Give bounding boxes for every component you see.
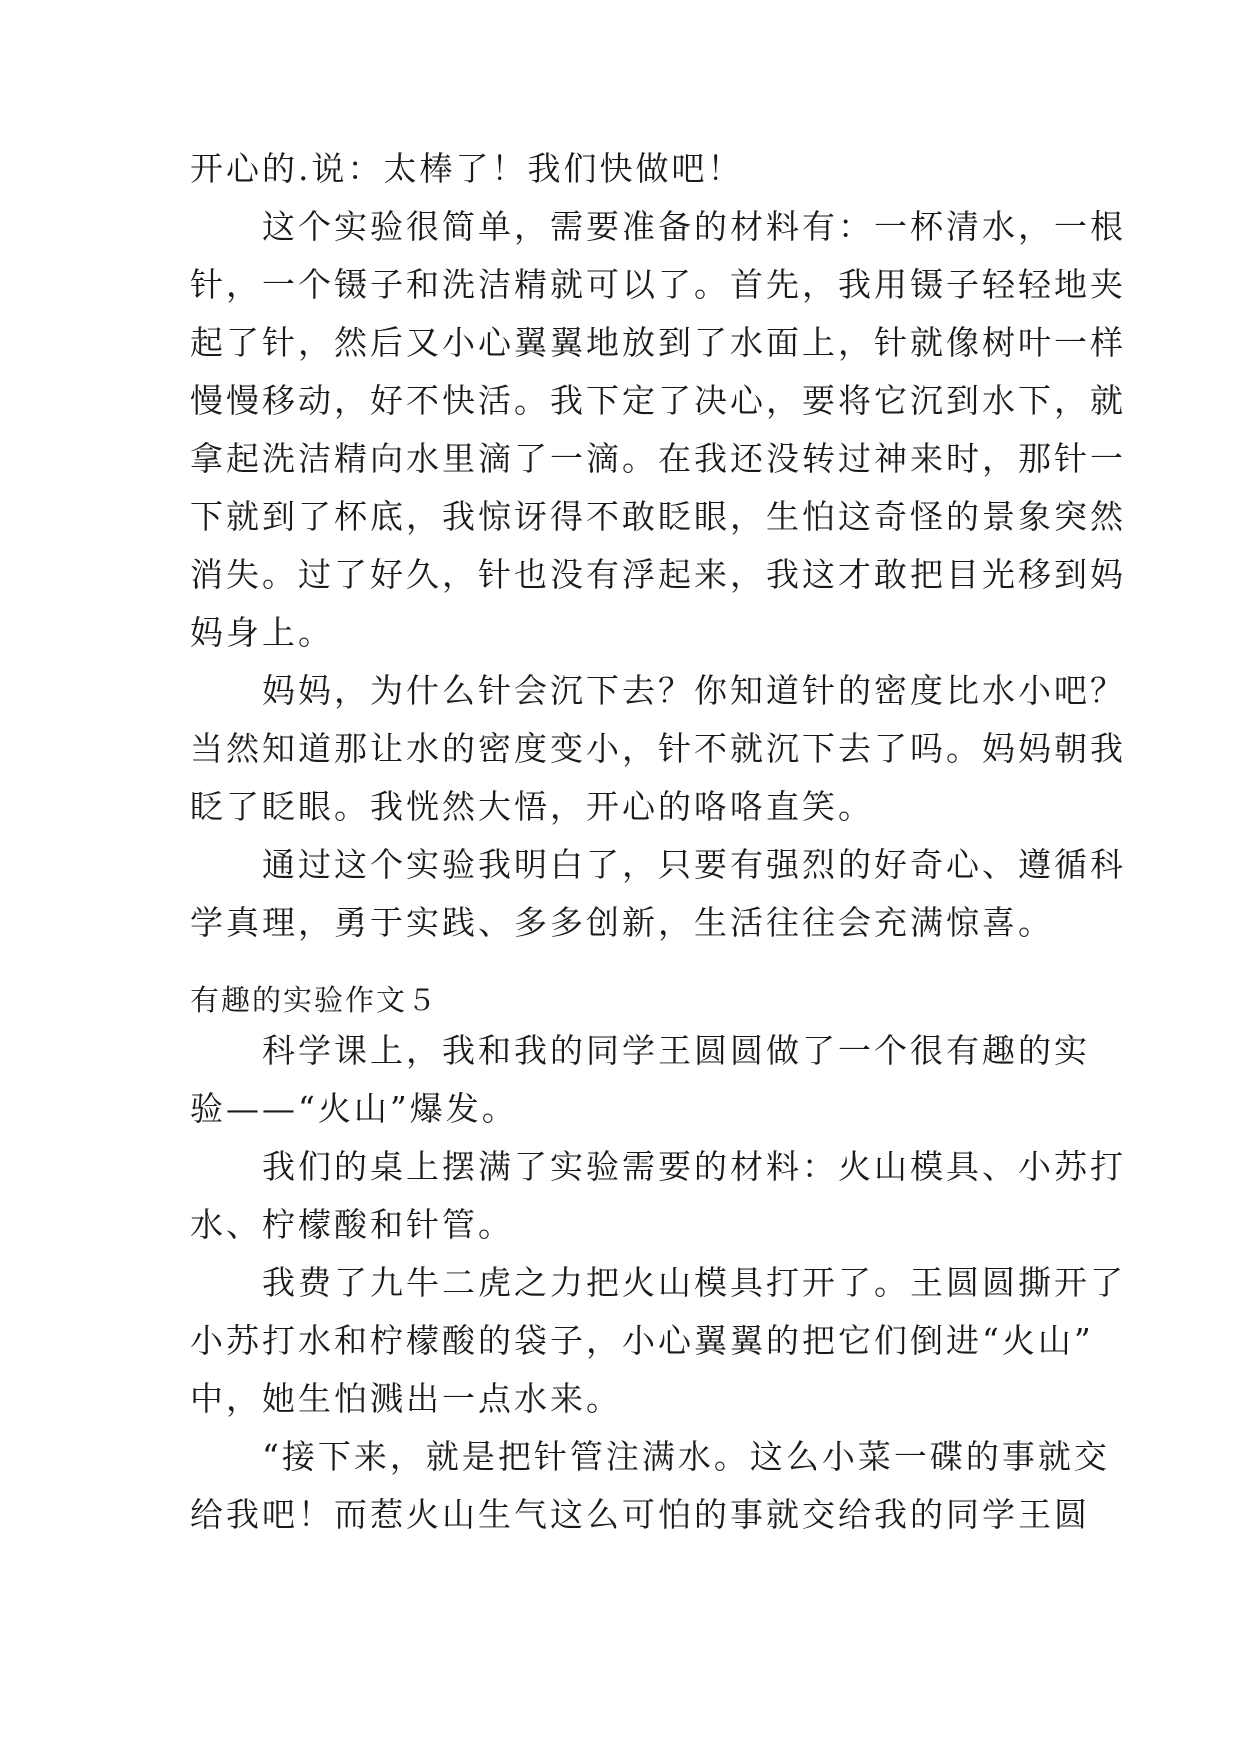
text-line: 验——“火山”爆发。 xyxy=(190,1089,518,1128)
body-text-section-1 xyxy=(190,140,1126,952)
text-line: 水、柠檬酸和针管。 xyxy=(190,1205,514,1244)
text-line: 这个实验很简单，需要准备的材料有：一杯清水，一根 xyxy=(190,207,1126,246)
text-line: 给我吧！而惹火山生气这么可怕的事就交给我的同学王圆 xyxy=(190,1495,1090,1534)
text-line: 我费了九牛二虎之力把火山模具打开了。王圆圆撕开了 xyxy=(190,1263,1126,1302)
text-line: 妈身上。 xyxy=(190,613,334,652)
text-line: “接下来，就是把针管注满水。这么小菜一碟的事就交 xyxy=(190,1437,1110,1476)
text-line: 当然知道那让水的密度变小，针不就沉下去了吗。妈妈朝我 xyxy=(190,729,1126,768)
body-text-section-2 xyxy=(190,1022,1126,1544)
text-line: 起了针，然后又小心翼翼地放到了水面上，针就像树叶一样 xyxy=(190,323,1126,362)
text-line: 眨了眨眼。我恍然大悟，开心的咯咯直笑。 xyxy=(190,787,874,826)
text-line: 拿起洗洁精向水里滴了一滴。在我还没转过神来时，那针一 xyxy=(190,439,1126,478)
text-line: 科学课上，我和我的同学王圆圆做了一个很有趣的实 xyxy=(190,1031,1090,1070)
text-line: 开心的.说：太棒了！我们快做吧！ xyxy=(190,149,744,188)
text-line: 通过这个实验我明白了，只要有强烈的好奇心、遵循科 xyxy=(190,845,1126,884)
text-line: 我们的桌上摆满了实验需要的材料：火山模具、小苏打 xyxy=(190,1147,1126,1186)
text-line: 学真理，勇于实践、多多创新，生活往往会充满惊喜。 xyxy=(190,903,1054,942)
text-line: 慢慢移动，好不快活。我下定了决心，要将它沉到水下，就 xyxy=(190,381,1126,420)
text-line: 下就到了杯底，我惊讶得不敢眨眼，生怕这奇怪的景象突然 xyxy=(190,497,1126,536)
text-line: 消失。过了好久，针也没有浮起来，我这才敢把目光移到妈 xyxy=(190,555,1126,594)
text-line: 针，一个镊子和洗洁精就可以了。首先，我用镊子轻轻地夹 xyxy=(190,265,1126,304)
section-heading: 有趣的实验作文５ xyxy=(190,983,439,1017)
text-line: 中，她生怕溅出一点水来。 xyxy=(190,1379,622,1418)
text-line: 妈妈，为什么针会沉下去？你知道针的密度比水小吧？ xyxy=(190,671,1126,710)
text-line: 小苏打水和柠檬酸的袋子，小心翼翼的把它们倒进“火山” xyxy=(190,1321,1094,1360)
